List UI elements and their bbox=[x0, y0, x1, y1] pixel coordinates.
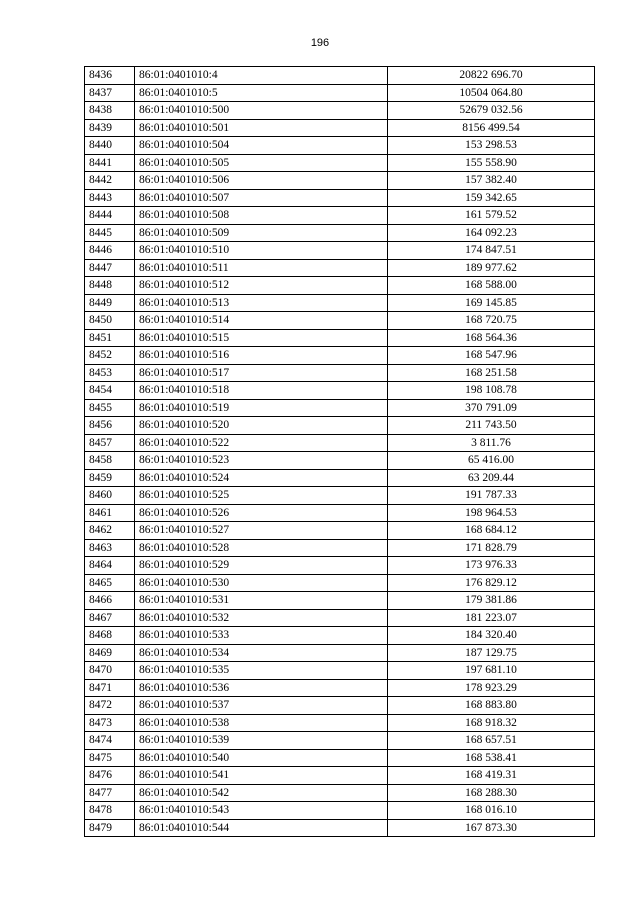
table-row bbox=[85, 294, 595, 312]
row-number-cell: 8458 bbox=[85, 452, 135, 470]
row-number-cell: 8479 bbox=[85, 819, 135, 837]
row-number-cell: 8473 bbox=[85, 714, 135, 732]
cadastral-number-cell: 86:01:0401010:501 bbox=[135, 119, 388, 137]
cadastral-number-cell: 86:01:0401010:541 bbox=[135, 767, 388, 785]
row-number-cell: 8472 bbox=[85, 697, 135, 715]
cadastral-number-cell: 86:01:0401010:530 bbox=[135, 574, 388, 592]
cadastral-number-cell: 86:01:0401010:5 bbox=[135, 84, 388, 102]
cadastral-value-cell: 157 382.40 bbox=[388, 172, 595, 190]
cadastral-value-cell: 178 923.29 bbox=[388, 679, 595, 697]
cadastral-number-cell: 86:01:0401010:535 bbox=[135, 662, 388, 680]
cadastral-value-cell: 167 873.30 bbox=[388, 819, 595, 837]
row-number-cell: 8437 bbox=[85, 84, 135, 102]
cadastral-number-cell: 86:01:0401010:529 bbox=[135, 557, 388, 575]
table-row bbox=[85, 312, 595, 330]
cadastral-number-cell: 86:01:0401010:509 bbox=[135, 224, 388, 242]
cadastral-value-cell: 181 223.07 bbox=[388, 609, 595, 627]
table-row bbox=[85, 627, 595, 645]
cadastral-number-cell: 86:01:0401010:539 bbox=[135, 732, 388, 750]
cadastral-value-cell: 198 964.53 bbox=[388, 504, 595, 522]
row-number-cell: 8465 bbox=[85, 574, 135, 592]
row-number-cell: 8464 bbox=[85, 557, 135, 575]
row-number-cell: 8456 bbox=[85, 417, 135, 435]
table-row bbox=[85, 784, 595, 802]
row-number-cell: 8436 bbox=[85, 67, 135, 85]
cadastral-number-cell: 86:01:0401010:511 bbox=[135, 259, 388, 277]
table-row bbox=[85, 539, 595, 557]
cadastral-value-cell: 168 538.41 bbox=[388, 749, 595, 767]
row-number-cell: 8467 bbox=[85, 609, 135, 627]
cadastral-number-cell: 86:01:0401010:527 bbox=[135, 522, 388, 540]
cadastral-number-cell: 86:01:0401010:544 bbox=[135, 819, 388, 837]
cadastral-value-cell: 8156 499.54 bbox=[388, 119, 595, 137]
table-row bbox=[85, 749, 595, 767]
cadastral-number-cell: 86:01:0401010:537 bbox=[135, 697, 388, 715]
cadastral-value-cell: 173 976.33 bbox=[388, 557, 595, 575]
cadastral-value-cell: 20822 696.70 bbox=[388, 67, 595, 85]
row-number-cell: 8447 bbox=[85, 259, 135, 277]
cadastral-value-cell: 164 092.23 bbox=[388, 224, 595, 242]
cadastral-number-cell: 86:01:0401010:512 bbox=[135, 277, 388, 295]
table-row bbox=[85, 504, 595, 522]
row-number-cell: 8471 bbox=[85, 679, 135, 697]
page-number: 196 bbox=[310, 37, 330, 49]
table-row bbox=[85, 119, 595, 137]
cadastral-number-cell: 86:01:0401010:513 bbox=[135, 294, 388, 312]
row-number-cell: 8475 bbox=[85, 749, 135, 767]
cadastral-number-cell: 86:01:0401010:542 bbox=[135, 784, 388, 802]
table-row bbox=[85, 172, 595, 190]
row-number-cell: 8442 bbox=[85, 172, 135, 190]
cadastral-value-cell: 168 016.10 bbox=[388, 802, 595, 820]
table-row bbox=[85, 452, 595, 470]
row-number-cell: 8466 bbox=[85, 592, 135, 610]
table-body bbox=[85, 67, 595, 837]
cadastral-value-table bbox=[84, 66, 595, 837]
row-number-cell: 8449 bbox=[85, 294, 135, 312]
table-row bbox=[85, 697, 595, 715]
cadastral-value-cell: 187 129.75 bbox=[388, 644, 595, 662]
cadastral-number-cell: 86:01:0401010:532 bbox=[135, 609, 388, 627]
table-row bbox=[85, 557, 595, 575]
cadastral-number-cell: 86:01:0401010:516 bbox=[135, 347, 388, 365]
row-number-cell: 8450 bbox=[85, 312, 135, 330]
table-row bbox=[85, 417, 595, 435]
row-number-cell: 8443 bbox=[85, 189, 135, 207]
cadastral-number-cell: 86:01:0401010:533 bbox=[135, 627, 388, 645]
table-row bbox=[85, 434, 595, 452]
row-number-cell: 8438 bbox=[85, 102, 135, 120]
table-row bbox=[85, 487, 595, 505]
cadastral-number-cell: 86:01:0401010:524 bbox=[135, 469, 388, 487]
cadastral-value-cell: 63 209.44 bbox=[388, 469, 595, 487]
cadastral-number-cell: 86:01:0401010:519 bbox=[135, 399, 388, 417]
table-row bbox=[85, 714, 595, 732]
row-number-cell: 8476 bbox=[85, 767, 135, 785]
table-row bbox=[85, 154, 595, 172]
row-number-cell: 8455 bbox=[85, 399, 135, 417]
cadastral-number-cell: 86:01:0401010:526 bbox=[135, 504, 388, 522]
row-number-cell: 8469 bbox=[85, 644, 135, 662]
cadastral-number-cell: 86:01:0401010:504 bbox=[135, 137, 388, 155]
cadastral-number-cell: 86:01:0401010:543 bbox=[135, 802, 388, 820]
table-row bbox=[85, 592, 595, 610]
cadastral-value-cell: 168 419.31 bbox=[388, 767, 595, 785]
row-number-cell: 8445 bbox=[85, 224, 135, 242]
row-number-cell: 8463 bbox=[85, 539, 135, 557]
cadastral-number-cell: 86:01:0401010:515 bbox=[135, 329, 388, 347]
row-number-cell: 8461 bbox=[85, 504, 135, 522]
cadastral-number-cell: 86:01:0401010:538 bbox=[135, 714, 388, 732]
row-number-cell: 8459 bbox=[85, 469, 135, 487]
cadastral-value-cell: 10504 064.80 bbox=[388, 84, 595, 102]
table-row bbox=[85, 67, 595, 85]
table-row bbox=[85, 277, 595, 295]
table-row bbox=[85, 224, 595, 242]
table-row bbox=[85, 662, 595, 680]
cadastral-number-cell: 86:01:0401010:505 bbox=[135, 154, 388, 172]
cadastral-value-cell: 168 251.58 bbox=[388, 364, 595, 382]
cadastral-number-cell: 86:01:0401010:522 bbox=[135, 434, 388, 452]
cadastral-value-cell: 197 681.10 bbox=[388, 662, 595, 680]
cadastral-value-cell: 168 288.30 bbox=[388, 784, 595, 802]
cadastral-value-cell: 171 828.79 bbox=[388, 539, 595, 557]
cadastral-number-cell: 86:01:0401010:523 bbox=[135, 452, 388, 470]
row-number-cell: 8444 bbox=[85, 207, 135, 225]
cadastral-value-cell: 168 720.75 bbox=[388, 312, 595, 330]
cadastral-value-cell: 3 811.76 bbox=[388, 434, 595, 452]
cadastral-number-cell: 86:01:0401010:500 bbox=[135, 102, 388, 120]
cadastral-value-cell: 161 579.52 bbox=[388, 207, 595, 225]
cadastral-value-cell: 179 381.86 bbox=[388, 592, 595, 610]
row-number-cell: 8470 bbox=[85, 662, 135, 680]
row-number-cell: 8474 bbox=[85, 732, 135, 750]
cadastral-value-cell: 198 108.78 bbox=[388, 382, 595, 400]
cadastral-value-cell: 184 320.40 bbox=[388, 627, 595, 645]
row-number-cell: 8477 bbox=[85, 784, 135, 802]
table-row bbox=[85, 259, 595, 277]
table-row bbox=[85, 767, 595, 785]
cadastral-number-cell: 86:01:0401010:518 bbox=[135, 382, 388, 400]
table-row bbox=[85, 207, 595, 225]
cadastral-number-cell: 86:01:0401010:525 bbox=[135, 487, 388, 505]
cadastral-number-cell: 86:01:0401010:507 bbox=[135, 189, 388, 207]
cadastral-value-cell: 65 416.00 bbox=[388, 452, 595, 470]
cadastral-number-cell: 86:01:0401010:506 bbox=[135, 172, 388, 190]
table-row bbox=[85, 382, 595, 400]
cadastral-value-cell: 168 657.51 bbox=[388, 732, 595, 750]
cadastral-value-cell: 174 847.51 bbox=[388, 242, 595, 260]
cadastral-value-cell: 370 791.09 bbox=[388, 399, 595, 417]
row-number-cell: 8468 bbox=[85, 627, 135, 645]
cadastral-number-cell: 86:01:0401010:514 bbox=[135, 312, 388, 330]
cadastral-value-cell: 168 588.00 bbox=[388, 277, 595, 295]
table-row bbox=[85, 609, 595, 627]
cadastral-number-cell: 86:01:0401010:528 bbox=[135, 539, 388, 557]
table-row bbox=[85, 189, 595, 207]
row-number-cell: 8453 bbox=[85, 364, 135, 382]
row-number-cell: 8440 bbox=[85, 137, 135, 155]
cadastral-value-cell: 191 787.33 bbox=[388, 487, 595, 505]
table-row bbox=[85, 84, 595, 102]
cadastral-number-cell: 86:01:0401010:517 bbox=[135, 364, 388, 382]
cadastral-value-cell: 168 564.36 bbox=[388, 329, 595, 347]
table-row bbox=[85, 522, 595, 540]
cadastral-value-cell: 168 918.32 bbox=[388, 714, 595, 732]
cadastral-value-cell: 168 883.80 bbox=[388, 697, 595, 715]
cadastral-value-cell: 159 342.65 bbox=[388, 189, 595, 207]
row-number-cell: 8446 bbox=[85, 242, 135, 260]
cadastral-value-cell: 189 977.62 bbox=[388, 259, 595, 277]
table-row bbox=[85, 574, 595, 592]
cadastral-number-cell: 86:01:0401010:4 bbox=[135, 67, 388, 85]
table-row bbox=[85, 364, 595, 382]
cadastral-value-cell: 176 829.12 bbox=[388, 574, 595, 592]
cadastral-number-cell: 86:01:0401010:508 bbox=[135, 207, 388, 225]
row-number-cell: 8462 bbox=[85, 522, 135, 540]
table-row bbox=[85, 242, 595, 260]
row-number-cell: 8451 bbox=[85, 329, 135, 347]
row-number-cell: 8457 bbox=[85, 434, 135, 452]
cadastral-number-cell: 86:01:0401010:536 bbox=[135, 679, 388, 697]
table-row bbox=[85, 732, 595, 750]
row-number-cell: 8448 bbox=[85, 277, 135, 295]
row-number-cell: 8439 bbox=[85, 119, 135, 137]
row-number-cell: 8441 bbox=[85, 154, 135, 172]
cadastral-value-cell: 168 547.96 bbox=[388, 347, 595, 365]
cadastral-number-cell: 86:01:0401010:534 bbox=[135, 644, 388, 662]
cadastral-value-cell: 155 558.90 bbox=[388, 154, 595, 172]
table-row bbox=[85, 802, 595, 820]
cadastral-number-cell: 86:01:0401010:510 bbox=[135, 242, 388, 260]
cadastral-number-cell: 86:01:0401010:540 bbox=[135, 749, 388, 767]
row-number-cell: 8478 bbox=[85, 802, 135, 820]
cadastral-value-cell: 153 298.53 bbox=[388, 137, 595, 155]
table-row bbox=[85, 399, 595, 417]
cadastral-value-cell: 168 684.12 bbox=[388, 522, 595, 540]
table-row bbox=[85, 329, 595, 347]
table-row bbox=[85, 644, 595, 662]
table-row bbox=[85, 102, 595, 120]
cadastral-number-cell: 86:01:0401010:531 bbox=[135, 592, 388, 610]
table-row bbox=[85, 679, 595, 697]
cadastral-value-cell: 52679 032.56 bbox=[388, 102, 595, 120]
row-number-cell: 8460 bbox=[85, 487, 135, 505]
cadastral-value-cell: 169 145.85 bbox=[388, 294, 595, 312]
table-row bbox=[85, 469, 595, 487]
row-number-cell: 8454 bbox=[85, 382, 135, 400]
row-number-cell: 8452 bbox=[85, 347, 135, 365]
table-row bbox=[85, 137, 595, 155]
cadastral-value-cell: 211 743.50 bbox=[388, 417, 595, 435]
table-row bbox=[85, 819, 595, 837]
table-row bbox=[85, 347, 595, 365]
cadastral-number-cell: 86:01:0401010:520 bbox=[135, 417, 388, 435]
